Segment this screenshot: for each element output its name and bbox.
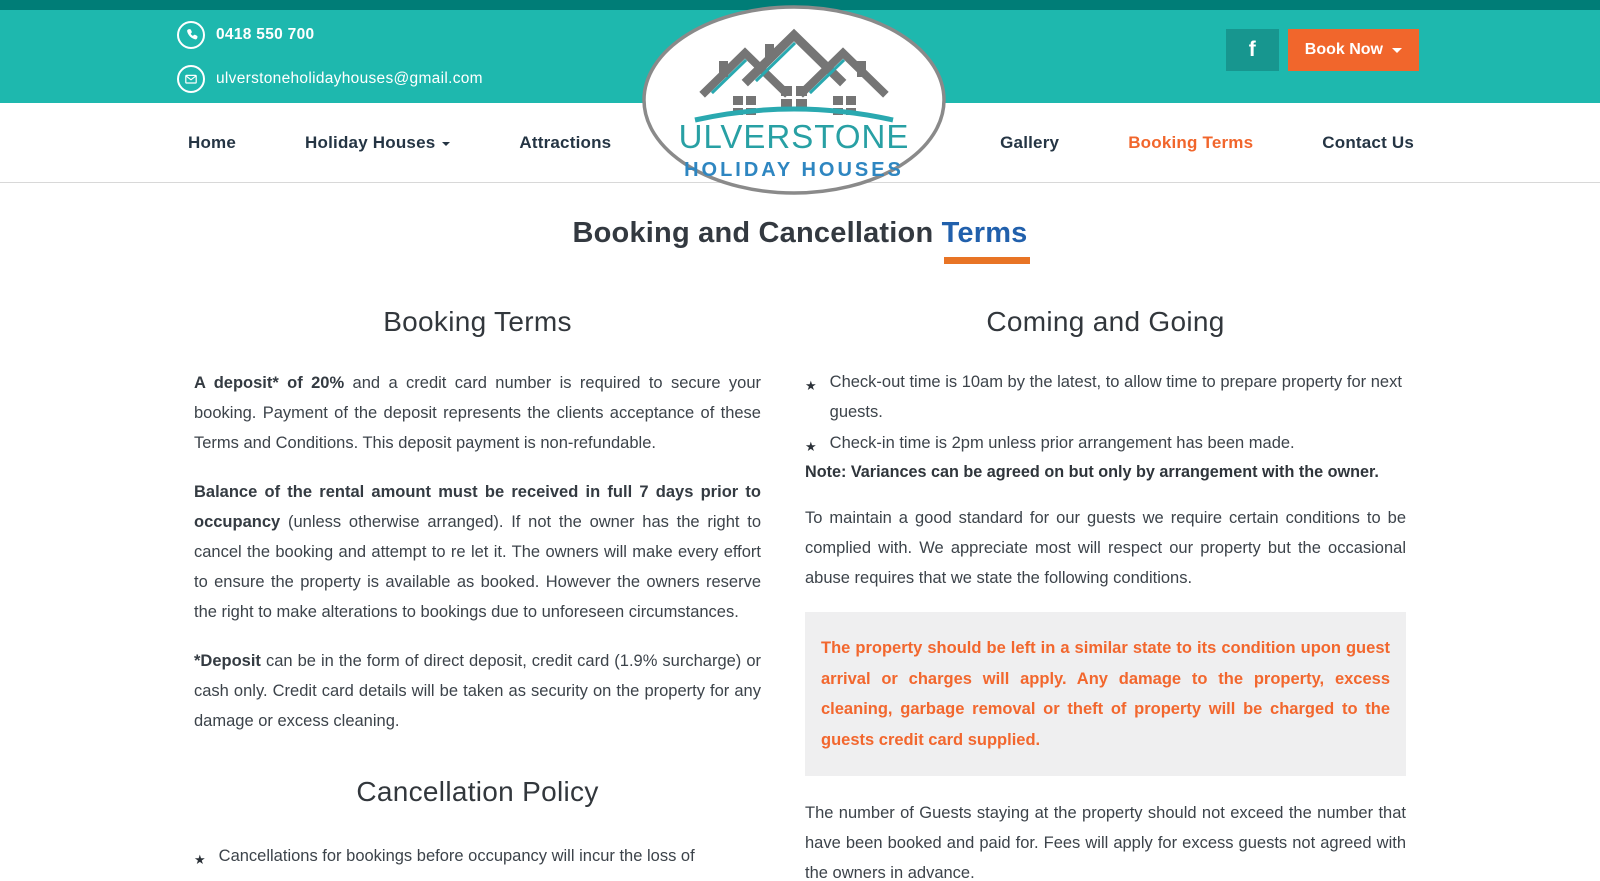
nav-item-gallery[interactable] — [1000, 133, 1059, 153]
nav-item-booking-terms[interactable] — [1128, 133, 1253, 153]
book-now-button[interactable] — [1288, 29, 1419, 71]
variances-note: Note: Variances can be agreed on but only by arrangement with the owner. — [805, 463, 1379, 482]
phone-icon — [177, 21, 205, 49]
logo-line1: ULVERSTONE — [678, 118, 910, 155]
facebook-button[interactable] — [1226, 29, 1279, 71]
nav-label-home: Home — [188, 132, 237, 152]
coming-going-list — [805, 368, 1406, 459]
nav-label-contact-us: Contact Us — [1322, 132, 1414, 152]
deposit-paragraph-rest: and a credit card number is required to secure your booking. Payment of the deposit represents the clients acceptance of these Terms and Conditions. This deposit payment is non-refundable. — [194, 374, 761, 453]
deposit-paragraph-bold: A deposit* of 20% — [194, 374, 345, 392]
nav-group-right — [1000, 133, 1414, 153]
cancellation-bullet-text: Cancellations for bookings before occupancy will incur the loss of — [218, 847, 695, 866]
nav-item-holiday-houses[interactable] — [305, 133, 450, 153]
site-logo[interactable] — [641, 4, 947, 196]
facebook-icon: f — [1248, 38, 1256, 61]
checkout-time-text: Check-out time is 10am by the latest, to allow time to prepare property for next guests. — [829, 373, 1402, 421]
balance-paragraph — [194, 477, 761, 627]
star-icon: ★ — [805, 439, 817, 455]
deposit-form-paragraph — [194, 646, 761, 736]
nav-item-contact-us[interactable] — [1322, 133, 1414, 153]
nav-item-home[interactable] — [188, 133, 236, 153]
page-title — [0, 217, 1600, 250]
content-columns — [194, 306, 1406, 881]
guest-number-paragraph: The number of Guests staying at the property should not exceed the number that have been booked and paid for. Fees will apply for excess guests not agreed with the owners in advance. — [805, 804, 1406, 881]
nav-group-left — [188, 133, 611, 153]
deposit-form-paragraph-bold: *Deposit — [194, 652, 261, 671]
cancellation-policy-heading: Cancellation Policy — [356, 776, 599, 808]
header-actions — [1226, 29, 1419, 71]
standards-paragraph: To maintain a good standard for our guests we require certain conditions to be complied with. We appreciate most will respect our property but the occasional abuse requires that we state the following conditions. — [805, 509, 1406, 588]
nav-label-booking-terms: Booking Terms — [1128, 132, 1254, 152]
page-title-accent: Terms — [941, 217, 1028, 249]
star-icon: ★ — [194, 852, 206, 868]
list-item — [805, 368, 1406, 427]
nav-label-gallery: Gallery — [1000, 132, 1060, 152]
star-icon: ★ — [805, 378, 817, 393]
booking-terms-heading: Booking Terms — [383, 306, 572, 337]
booking-terms-section — [194, 306, 761, 881]
nav-label-holiday-houses: Holiday Houses — [305, 132, 436, 152]
email-icon — [177, 65, 205, 93]
balance-paragraph-rest: (unless otherwise arranged). If not the owner has the right to cancel the booking and attempt to re let it. The owners will make every effort to ensure the property is available as booked. However the owners reserve the right to make alterations to bookings due to unforeseen circumstances. — [194, 513, 761, 622]
balance-paragraph-bold: Balance of the rental amount must be received in full 7 days prior to occupancy — [194, 483, 761, 532]
property-condition-text: The property should be left in a similar state to its condition upon guest arrival or charges will apply. Any damage to the property, excess cleaning, garbage removal or theft of property will be charged to the guests credit card supplied. — [821, 639, 1390, 749]
caret-down-icon — [1392, 48, 1402, 53]
property-condition-callout — [805, 612, 1406, 776]
book-now-label: Book Now — [1304, 41, 1383, 58]
list-item — [805, 429, 1406, 459]
coming-going-heading: Coming and Going — [986, 306, 1225, 337]
main-content — [0, 217, 1600, 881]
coming-and-going-section — [805, 306, 1406, 881]
email-address: ulverstoneholidayhouses@gmail.com — [216, 69, 483, 87]
cancellation-bullet-partial — [194, 842, 761, 872]
chevron-down-icon — [442, 142, 450, 146]
logo-line2: HOLIDAY HOUSES — [684, 159, 904, 181]
deposit-paragraph — [194, 368, 761, 458]
phone-number: 0418 550 700 — [216, 25, 315, 43]
deposit-form-paragraph-rest: can be in the form of direct deposit, credit card (1.9% surcharge) or cash only. Credit card details will be taken as security on the property for any damage or excess cleaning. — [194, 652, 761, 731]
nav-label-attractions: Attractions — [519, 132, 612, 152]
page-title-main: Booking and Cancellation — [572, 217, 942, 249]
checkin-time-text: Check-in time is 2pm unless prior arrangement has been made. — [829, 434, 1295, 453]
nav-item-attractions[interactable] — [519, 133, 611, 153]
